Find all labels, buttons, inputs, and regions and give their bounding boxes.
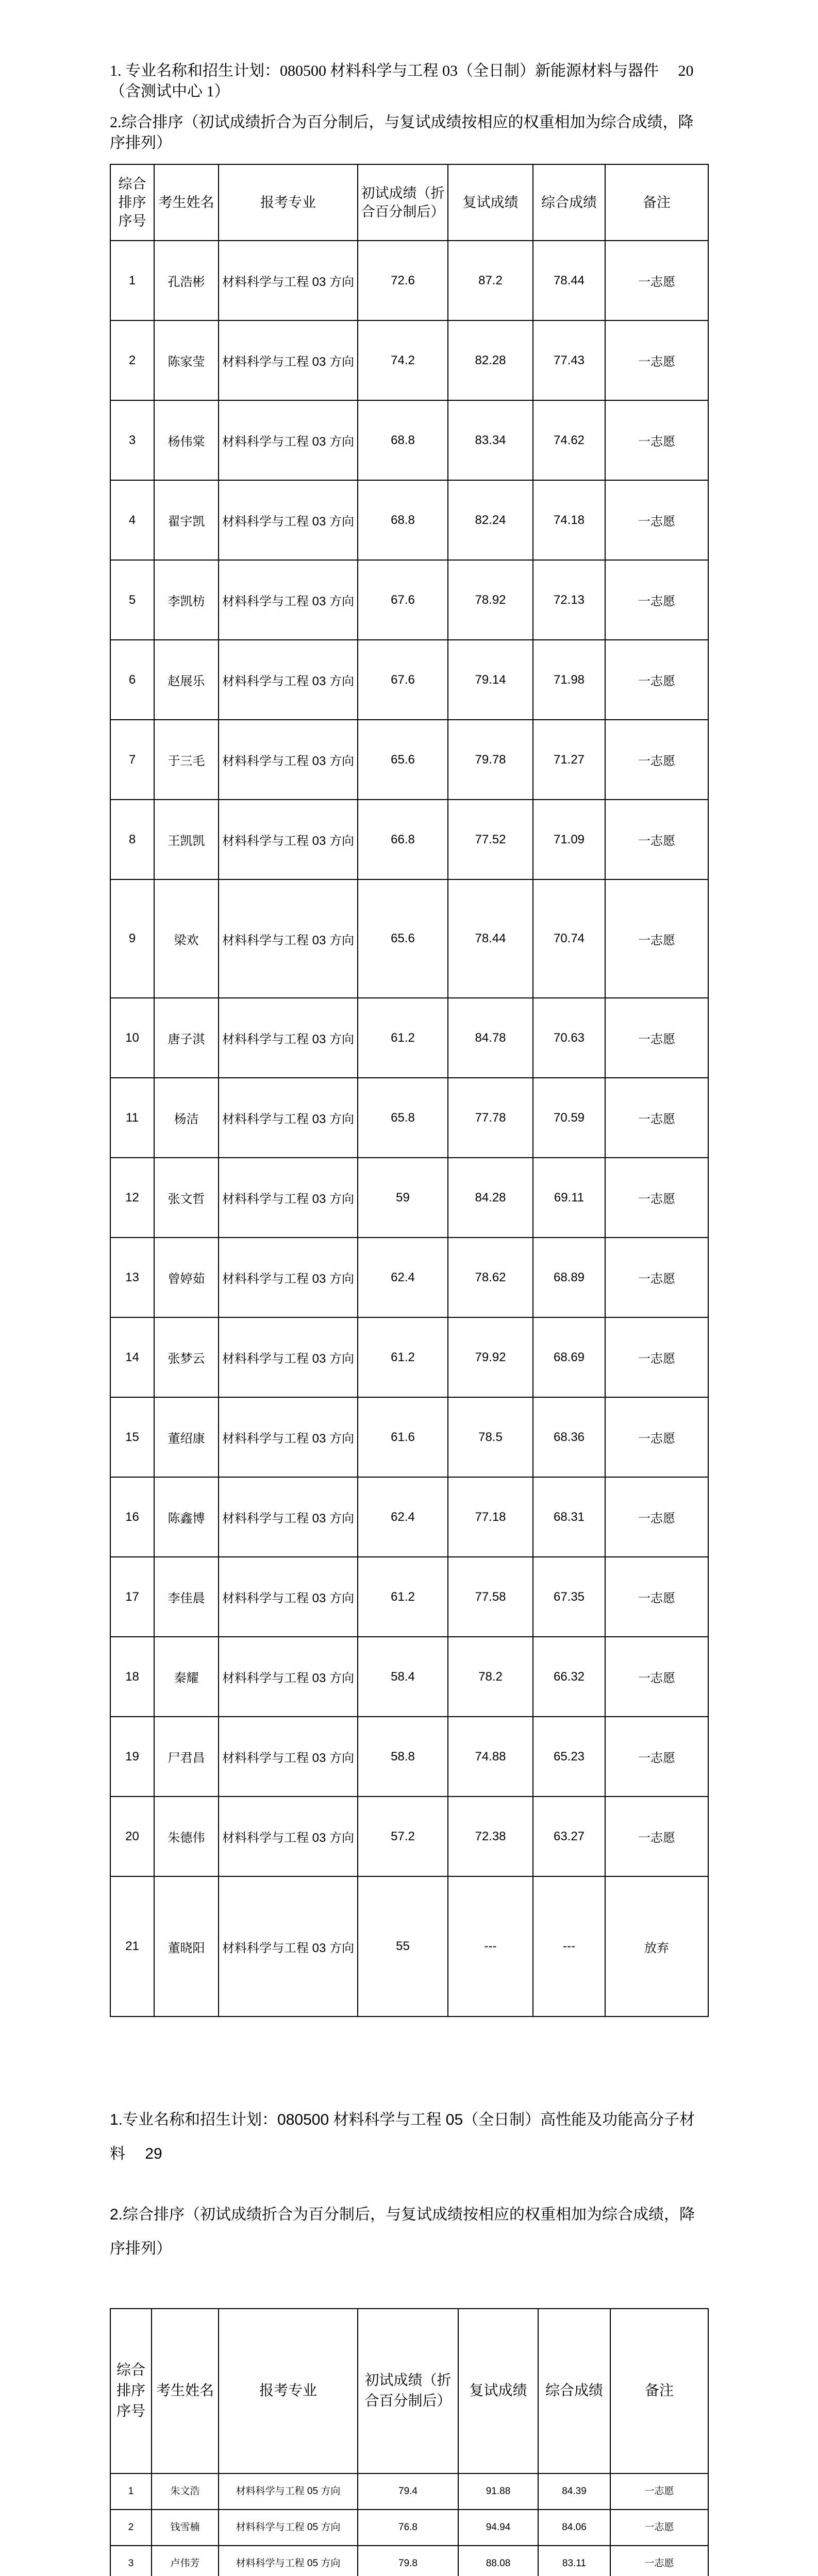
initial-score-cell: 57.2	[358, 1797, 448, 1876]
table-row	[110, 2510, 708, 2546]
name-cell: 朱文浩	[152, 2473, 219, 2510]
retest-score-cell: 78.5	[448, 1397, 533, 1477]
note-cell: 一志愿	[610, 2510, 708, 2546]
major-cell: 材料科学与工程 05 方向	[219, 2510, 358, 2546]
rank-cell: 3	[110, 400, 154, 480]
total-score-cell: 68.31	[533, 1477, 605, 1557]
initial-score-cell: 58.4	[358, 1637, 448, 1717]
major-cell: 材料科学与工程 03 方向	[219, 1477, 358, 1557]
major-cell: 材料科学与工程 05 方向	[219, 2546, 358, 2576]
table-row	[110, 1717, 708, 1797]
major-cell: 材料科学与工程 03 方向	[219, 400, 358, 480]
note-cell: 放弃	[605, 1876, 708, 2016]
rank-cell: 1	[110, 2473, 152, 2510]
column-header-major: 报考专业	[219, 2309, 358, 2473]
major-cell: 材料科学与工程 03 方向	[219, 998, 358, 1078]
table-row	[110, 480, 708, 560]
initial-score-cell: 65.6	[358, 720, 448, 800]
rank-cell: 12	[110, 1158, 154, 1238]
major-cell: 材料科学与工程 03 方向	[219, 560, 358, 640]
initial-score-cell: 79.8	[358, 2546, 458, 2576]
retest-score-cell: 91.88	[458, 2473, 538, 2510]
total-score-cell: 70.74	[533, 879, 605, 998]
column-header-major: 报考专业	[219, 164, 358, 241]
major-cell: 材料科学与工程 05 方向	[219, 2473, 358, 2510]
retest-score-cell: 83.34	[448, 400, 533, 480]
initial-score-cell: 66.8	[358, 800, 448, 879]
name-cell: 陈家莹	[154, 320, 219, 400]
initial-score-cell: 62.4	[358, 1238, 448, 1317]
initial-score-cell: 59	[358, 1158, 448, 1238]
table-row	[110, 1797, 708, 1876]
major-cell: 材料科学与工程 03 方向	[219, 1797, 358, 1876]
major-cell: 材料科学与工程 03 方向	[219, 320, 358, 400]
rank-cell: 20	[110, 1797, 154, 1876]
total-score-cell: 77.43	[533, 320, 605, 400]
rank-cell: 8	[110, 800, 154, 879]
section1-sort-line: 2.综合排序（初试成绩折合为百分制后，与复试成绩按相应的权重相加为综合成绩，降序排列）	[110, 114, 694, 151]
major-cell: 材料科学与工程 03 方向	[219, 1557, 358, 1637]
table-row	[110, 879, 708, 998]
name-cell: 王凯凯	[154, 800, 219, 879]
initial-score-cell: 55	[358, 1876, 448, 2016]
note-cell: 一志愿	[605, 400, 708, 480]
rank-cell: 16	[110, 1477, 154, 1557]
total-score-cell: 70.59	[533, 1078, 605, 1158]
note-cell: 一志愿	[605, 1557, 708, 1637]
major-cell: 材料科学与工程 03 方向	[219, 1238, 358, 1317]
initial-score-cell: 65.8	[358, 1078, 448, 1158]
retest-score-cell: 78.44	[448, 879, 533, 998]
rank-cell: 14	[110, 1317, 154, 1397]
rank-cell: 3	[110, 2546, 152, 2576]
initial-score-cell: 61.2	[358, 1317, 448, 1397]
total-score-cell: 63.27	[533, 1797, 605, 1876]
initial-score-cell: 58.8	[358, 1717, 448, 1797]
table-row	[110, 241, 708, 320]
total-score-cell: 74.18	[533, 480, 605, 560]
rank-cell: 21	[110, 1876, 154, 2016]
name-cell: 孔浩彬	[154, 241, 219, 320]
name-cell: 陈鑫博	[154, 1477, 219, 1557]
name-cell: 翟宇凯	[154, 480, 219, 560]
major-cell: 材料科学与工程 03 方向	[219, 241, 358, 320]
name-cell: 梁欢	[154, 879, 219, 998]
initial-score-cell: 76.8	[358, 2510, 458, 2546]
section1-plan-line: 1. 专业名称和招生计划：080500 材料科学与工程 03（全日制）新能源材料与器件 20（含测试中心 1）	[110, 62, 694, 100]
initial-score-cell: 61.2	[358, 998, 448, 1078]
note-cell: 一志愿	[610, 2473, 708, 2510]
note-cell: 一志愿	[605, 480, 708, 560]
rank-cell: 5	[110, 560, 154, 640]
note-cell: 一志愿	[605, 1397, 708, 1477]
table-row	[110, 1158, 708, 1238]
table-row	[110, 720, 708, 800]
note-cell: 一志愿	[605, 800, 708, 879]
table-row	[110, 998, 708, 1078]
retest-score-cell: 78.92	[448, 560, 533, 640]
rank-cell: 10	[110, 998, 154, 1078]
total-score-cell: 74.62	[533, 400, 605, 480]
major-cell: 材料科学与工程 03 方向	[219, 879, 358, 998]
column-header-name: 考生姓名	[154, 164, 219, 241]
note-cell: 一志愿	[605, 560, 708, 640]
retest-score-cell: 84.28	[448, 1158, 533, 1238]
initial-score-cell: 65.6	[358, 879, 448, 998]
name-cell: 秦耀	[154, 1637, 219, 1717]
rank-cell: 1	[110, 241, 154, 320]
name-cell: 于三毛	[154, 720, 219, 800]
column-header-retest: 复试成绩	[458, 2309, 538, 2473]
name-cell: 李凯枋	[154, 560, 219, 640]
rank-cell: 6	[110, 640, 154, 720]
retest-score-cell: 88.08	[458, 2546, 538, 2576]
table-row	[110, 1238, 708, 1317]
column-header-total: 综合成绩	[538, 2309, 610, 2473]
major-cell: 材料科学与工程 03 方向	[219, 1158, 358, 1238]
column-header-rank: 综合排序序号	[110, 164, 154, 241]
name-cell: 杨洁	[154, 1078, 219, 1158]
note-cell: 一志愿	[605, 1238, 708, 1317]
total-score-cell: 83.11	[538, 2546, 610, 2576]
total-score-cell: 69.11	[533, 1158, 605, 1238]
table-row	[110, 1876, 708, 2016]
retest-score-cell: 94.94	[458, 2510, 538, 2546]
total-score-cell: 71.09	[533, 800, 605, 879]
table-row	[110, 400, 708, 480]
note-cell: 一志愿	[605, 1477, 708, 1557]
table-row	[110, 2546, 708, 2576]
major-cell: 材料科学与工程 03 方向	[219, 1317, 358, 1397]
retest-score-cell: ---	[448, 1876, 533, 2016]
table-row	[110, 560, 708, 640]
major-cell: 材料科学与工程 03 方向	[219, 720, 358, 800]
total-score-cell: 84.39	[538, 2473, 610, 2510]
total-score-cell: 68.69	[533, 1317, 605, 1397]
rank-cell: 19	[110, 1717, 154, 1797]
table-row	[110, 1078, 708, 1158]
table-row	[110, 1477, 708, 1557]
column-header-initial: 初试成绩（折合百分制后）	[358, 164, 448, 241]
retest-score-cell: 74.88	[448, 1717, 533, 1797]
retest-score-cell: 77.52	[448, 800, 533, 879]
retest-score-cell: 77.58	[448, 1557, 533, 1637]
note-cell: 一志愿	[605, 640, 708, 720]
name-cell: 曾婷茹	[154, 1238, 219, 1317]
table-row	[110, 640, 708, 720]
note-cell: 一志愿	[605, 1637, 708, 1717]
retest-score-cell: 82.24	[448, 480, 533, 560]
total-score-cell: 71.27	[533, 720, 605, 800]
total-score-cell: 66.32	[533, 1637, 605, 1717]
table-row	[110, 1317, 708, 1397]
name-cell: 尸君昌	[154, 1717, 219, 1797]
initial-score-cell: 61.2	[358, 1557, 448, 1637]
name-cell: 李佳晨	[154, 1557, 219, 1637]
rank-cell: 13	[110, 1238, 154, 1317]
note-cell: 一志愿	[605, 1797, 708, 1876]
table-row	[110, 1637, 708, 1717]
column-header-name: 考生姓名	[152, 2309, 219, 2473]
note-cell: 一志愿	[605, 1158, 708, 1238]
rank-cell: 11	[110, 1078, 154, 1158]
name-cell: 张文哲	[154, 1158, 219, 1238]
retest-score-cell: 79.14	[448, 640, 533, 720]
total-score-cell: 68.89	[533, 1238, 605, 1317]
retest-score-cell: 79.92	[448, 1317, 533, 1397]
retest-score-cell: 78.62	[448, 1238, 533, 1317]
note-cell: 一志愿	[605, 241, 708, 320]
column-header-total: 综合成绩	[533, 164, 605, 241]
total-score-cell: 72.13	[533, 560, 605, 640]
major-cell: 材料科学与工程 03 方向	[219, 1078, 358, 1158]
column-header-initial: 初试成绩（折合百分制后）	[358, 2309, 458, 2473]
rank-cell: 4	[110, 480, 154, 560]
note-cell: 一志愿	[605, 1078, 708, 1158]
ranking-table-05	[110, 2308, 709, 2576]
rank-cell: 2	[110, 320, 154, 400]
major-cell: 材料科学与工程 03 方向	[219, 480, 358, 560]
initial-score-cell: 72.6	[358, 241, 448, 320]
retest-score-cell: 77.18	[448, 1477, 533, 1557]
note-cell: 一志愿	[605, 1317, 708, 1397]
retest-score-cell: 82.28	[448, 320, 533, 400]
initial-score-cell: 62.4	[358, 1477, 448, 1557]
table-row	[110, 2473, 708, 2510]
name-cell: 唐子淇	[154, 998, 219, 1078]
table-row	[110, 800, 708, 879]
name-cell: 赵展乐	[154, 640, 219, 720]
major-cell: 材料科学与工程 03 方向	[219, 640, 358, 720]
table-row	[110, 320, 708, 400]
retest-score-cell: 87.2	[448, 241, 533, 320]
retest-score-cell: 78.2	[448, 1637, 533, 1717]
rank-cell: 17	[110, 1557, 154, 1637]
initial-score-cell: 74.2	[358, 320, 448, 400]
rank-cell: 15	[110, 1397, 154, 1477]
initial-score-cell: 79.4	[358, 2473, 458, 2510]
table-row	[110, 1397, 708, 1477]
retest-score-cell: 72.38	[448, 1797, 533, 1876]
rank-cell: 2	[110, 2510, 152, 2546]
initial-score-cell: 67.6	[358, 560, 448, 640]
major-cell: 材料科学与工程 03 方向	[219, 800, 358, 879]
total-score-cell: 68.36	[533, 1397, 605, 1477]
major-cell: 材料科学与工程 03 方向	[219, 1717, 358, 1797]
name-cell: 卢伟芳	[152, 2546, 219, 2576]
ranking-table-03	[110, 164, 709, 2017]
name-cell: 张梦云	[154, 1317, 219, 1397]
column-header-retest: 复试成绩	[448, 164, 533, 241]
name-cell: 董晓阳	[154, 1876, 219, 2016]
major-cell: 材料科学与工程 03 方向	[219, 1876, 358, 2016]
rank-cell: 18	[110, 1637, 154, 1717]
name-cell: 钱雪楠	[152, 2510, 219, 2546]
total-score-cell: 78.44	[533, 241, 605, 320]
initial-score-cell: 67.6	[358, 640, 448, 720]
note-cell: 一志愿	[605, 998, 708, 1078]
total-score-cell: 67.35	[533, 1557, 605, 1637]
section2-plan-line: 1.专业名称和招生计划：080500 材料科学与工程 05（全日制）高性能及功能高分子材料 29	[110, 2111, 695, 2162]
initial-score-cell: 68.8	[358, 400, 448, 480]
section2-sort-line: 2.综合排序（初试成绩折合为百分制后，与复试成绩按相应的权重相加为综合成绩，降序排列）	[110, 2206, 695, 2257]
name-cell: 朱德伟	[154, 1797, 219, 1876]
total-score-cell: ---	[533, 1876, 605, 2016]
column-header-note: 备注	[605, 164, 708, 241]
column-header-rank: 综合排序序号	[110, 2309, 152, 2473]
major-cell: 材料科学与工程 03 方向	[219, 1397, 358, 1477]
name-cell: 董绍康	[154, 1397, 219, 1477]
total-score-cell: 71.98	[533, 640, 605, 720]
name-cell: 杨伟棠	[154, 400, 219, 480]
column-header-note: 备注	[610, 2309, 708, 2473]
note-cell: 一志愿	[610, 2546, 708, 2576]
retest-score-cell: 84.78	[448, 998, 533, 1078]
note-cell: 一志愿	[605, 320, 708, 400]
rank-cell: 7	[110, 720, 154, 800]
note-cell: 一志愿	[605, 720, 708, 800]
total-score-cell: 70.63	[533, 998, 605, 1078]
total-score-cell: 65.23	[533, 1717, 605, 1797]
retest-score-cell: 77.78	[448, 1078, 533, 1158]
rank-cell: 9	[110, 879, 154, 998]
initial-score-cell: 61.6	[358, 1397, 448, 1477]
total-score-cell: 84.06	[538, 2510, 610, 2546]
retest-score-cell: 79.78	[448, 720, 533, 800]
initial-score-cell: 68.8	[358, 480, 448, 560]
table-row	[110, 1557, 708, 1637]
note-cell: 一志愿	[605, 879, 708, 998]
note-cell: 一志愿	[605, 1717, 708, 1797]
major-cell: 材料科学与工程 03 方向	[219, 1637, 358, 1717]
